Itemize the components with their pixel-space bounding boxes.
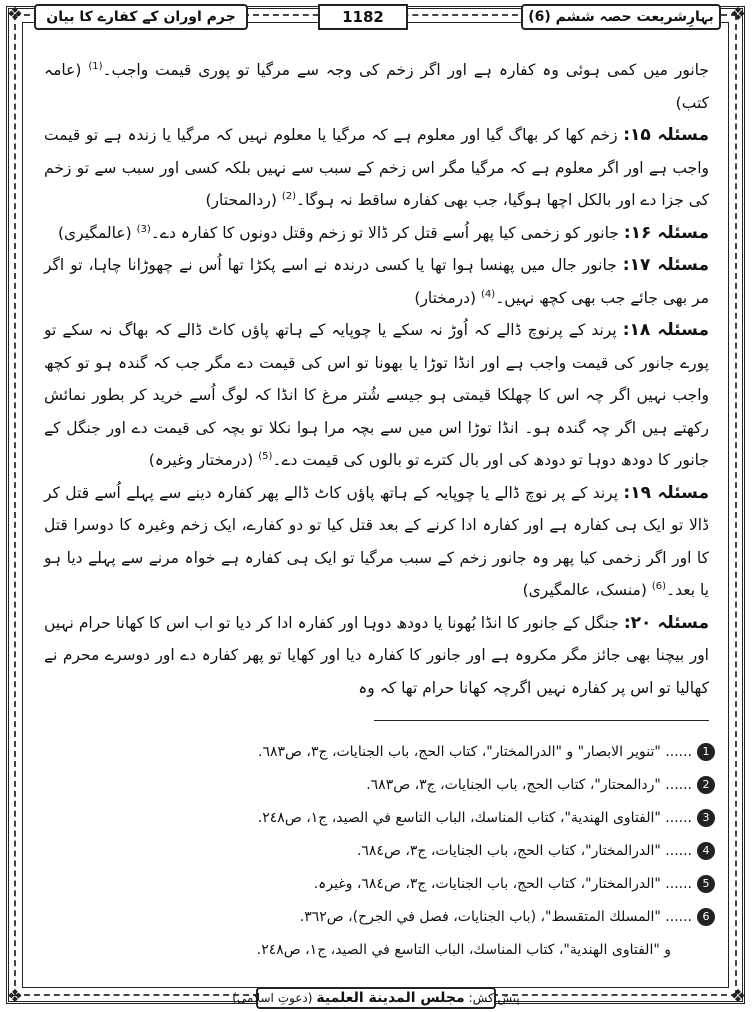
footnote-text: ...... "الدرالمختار"، کتاب الحج، باب الجنایات، ج٣، ص٦٨٤. [356, 842, 692, 859]
footnote-text: ...... "تنویر الابصار" و "الدرالمختار"، کتاب الحج، باب الجنایات، ج٣، ص٦٨٣. [258, 743, 692, 760]
footnote-item [60, 768, 715, 801]
main-text [44, 54, 709, 704]
header-chapter-title: جرم اوران کے کفارے کا بیان [34, 4, 248, 30]
footer-publisher-name: مجلس المدینة العلمیة [316, 990, 465, 1006]
footer-suffix: (دعوتِ اسلامی) [232, 991, 313, 1005]
footnote-item [60, 867, 715, 900]
footer-prefix: پیش کش: [468, 991, 520, 1005]
masala-19: مسئلہ ۱۹: پرند کے پر نوچ ڈالے یا چوپایہ کے ہاتھ پاؤں کاٹ ڈالے پھر کفارہ دینے سے پہلے اُسے قتل کر ڈالا تو ایک ہی کفارہ ہے اور کفارہ ادا کرنے کے بعد قتل کیا تو دو کفارے، ایک زخم وغیرہ کا دوسرا قتل کا اور اگر زخمی کیا پھر وہ جانور زخم کے سبب مرگیا تو ایک ہی کفارہ ہے خواہ مرنے سے پہلے دیا ہو یا بعد۔$^{(6)}$ (منسک، عالمگیری) [44, 482, 709, 599]
masala-17: مسئلہ ۱۷: جانور جال میں پھنسا ہوا تھا یا کسی درندہ نے اسے پکڑا تھا اُس نے چھوڑانا چاہا، تو اگر مر بھی جائے جب بھی کچھ نہیں۔$^{(4)}$ (درمختار) [44, 255, 710, 307]
footnote-ref[interactable]: (5) [258, 450, 273, 462]
masala-heading: مسئلہ ۱۶: [623, 222, 709, 243]
footnote-ref[interactable]: (2) [281, 190, 296, 202]
masala-heading: مسئلہ ۱۷: [622, 255, 710, 275]
corner-ornament-icon: ❖ [6, 986, 24, 1007]
masala-18: مسئلہ ۱۸: پرند کے پرنوچ ڈالے کہ اُوڑ نہ سکے یا چوپایہ کے ہاتھ پاؤں کاٹ ڈالے کہ بھاگ نہ سکے تو پورے جانور کی قیمت واجب ہے اور انڈا توڑا یا بھونا تو اس کی قیمت دے مگر جب کہ گندہ ہو تو کچھ واجب نہیں اگر چہ اس کا چھلکا قیمتی ہو جیسے شُتر مرغ کا انڈا کہ لوگ اُسے خرید کر بطور نمائش رکھتے ہیں اگر چہ گندہ ہو۔ انڈا توڑا اس میں سے بچہ مرا ہوا نکلا تو بچہ کی قیمت دے اور جنگل کے جانور کا دودھ دوہا تو دودھ کی اور بال کترے تو بالوں کی قیمت دے۔$^{(5)}$ (درمختار وغیرہ) [44, 320, 709, 469]
footnote-separator [374, 720, 709, 721]
footnote-text: ...... "المسلك المتقسط"، (باب الجنایات، فصل في الجرح)، ص٣٦٢. [299, 908, 692, 925]
header-page-number: 1182 [318, 4, 408, 30]
masala-heading: مسئلہ ۱۸: [622, 320, 709, 340]
footnote-ref[interactable]: (6) [651, 580, 667, 592]
masala-20: مسئلہ ۲۰: جنگل کے جانور کا انڈا بُھونا یا دودھ دوہا اور کفارہ ادا کر دیا تو اب اس کا کھانا حرام نہیں اور بیچنا بھی جائز مگر مکروہ ہے اور جانور کا کفارہ دیا اور کھایا تو پھر کفارہ دے اور دوسرے محرم نے کھالیا تو اس پر کفارہ نہیں اگرچہ کھانا حرام تھا کہ وہ [44, 612, 710, 697]
footnote-ref[interactable]: (3) [136, 223, 151, 235]
footnote-text: ...... "ردالمحتار"، کتاب الحج، باب الجنایات، ج٣، ص٦٨٣. [366, 776, 692, 793]
footnote-ref[interactable]: (1) [88, 60, 103, 72]
footnote-continuation [60, 933, 715, 966]
footnote-number-badge: 5 [697, 875, 715, 893]
footnote-text: ...... "الفتاوی الھندیة"، کتاب المناسك، الباب التاسع في الصید، ج١، ص٢٤٨. [257, 809, 692, 826]
footnotes [60, 735, 715, 966]
footnote-number-badge: 1 [697, 743, 715, 761]
masala-16: مسئلہ ۱۶: جانور کو زخمی کیا پھر اُسے قتل کر ڈالا تو زخم وقتل دونوں کا کفارہ دے۔$^{(3)}$ (عالمگیری) [57, 222, 709, 243]
footer-publisher [232, 987, 520, 1009]
corner-ornament-icon: ❖ [6, 4, 24, 25]
masala-heading: مسئلہ ۱۹: [623, 482, 709, 503]
footnote-text: و "الفتاوی الھندیة"، کتاب المناسك، الباب التاسع في الصید، ج١، ص٢٤٨. [256, 941, 671, 958]
footnote-item [60, 801, 715, 834]
footnote-number-badge: 4 [697, 842, 715, 860]
footnote-text: ...... "الدرالمختار"، کتاب الحج، باب الجنایات، ج٣، ص٦٨٤، وغیرہ. [313, 875, 692, 892]
masala-15: مسئلہ ۱۵: زخم کھا کر بھاگ گیا اور معلوم ہے کہ مرگیا یا معلوم نہیں کہ مرگیا یا زندہ ہے تو قیمت واجب ہے اور اگر معلوم ہے کہ مرگیا مگر اس زخم کے سبب سے نہیں بلکہ کسی اور سبب سے تو زخم کی جزا دے اور بالکل اچھا ہوگیا، جب بھی کفارہ ساقط نہ ہوگا۔$^{(2)}$ (ردالمحتار) [44, 125, 709, 209]
header-book-title: بہارِشریعت حصہ ششم (6) [521, 4, 721, 30]
footnote-number-badge: 3 [697, 809, 715, 827]
footnote-item [60, 735, 715, 768]
footnote-number-badge: 6 [697, 908, 715, 926]
masala-heading: مسئلہ ۲۰: [623, 612, 710, 633]
corner-ornament-icon: ❖ [729, 4, 747, 25]
footnote-ref[interactable]: (4) [481, 288, 496, 300]
footnote-number-badge: 2 [697, 776, 715, 794]
paragraph-intro: جانور میں کمی ہوئی وہ کفارہ ہے اور اگر زخم کی وجہ سے مرگیا تو پوری قیمت واجب۔$^{(1)}$ (عامہ کتب) [44, 60, 709, 112]
masala-heading: مسئلہ ۱۵: [623, 125, 709, 145]
corner-ornament-icon: ❖ [729, 986, 747, 1007]
footnote-item [60, 834, 715, 867]
footnote-item [60, 900, 715, 933]
